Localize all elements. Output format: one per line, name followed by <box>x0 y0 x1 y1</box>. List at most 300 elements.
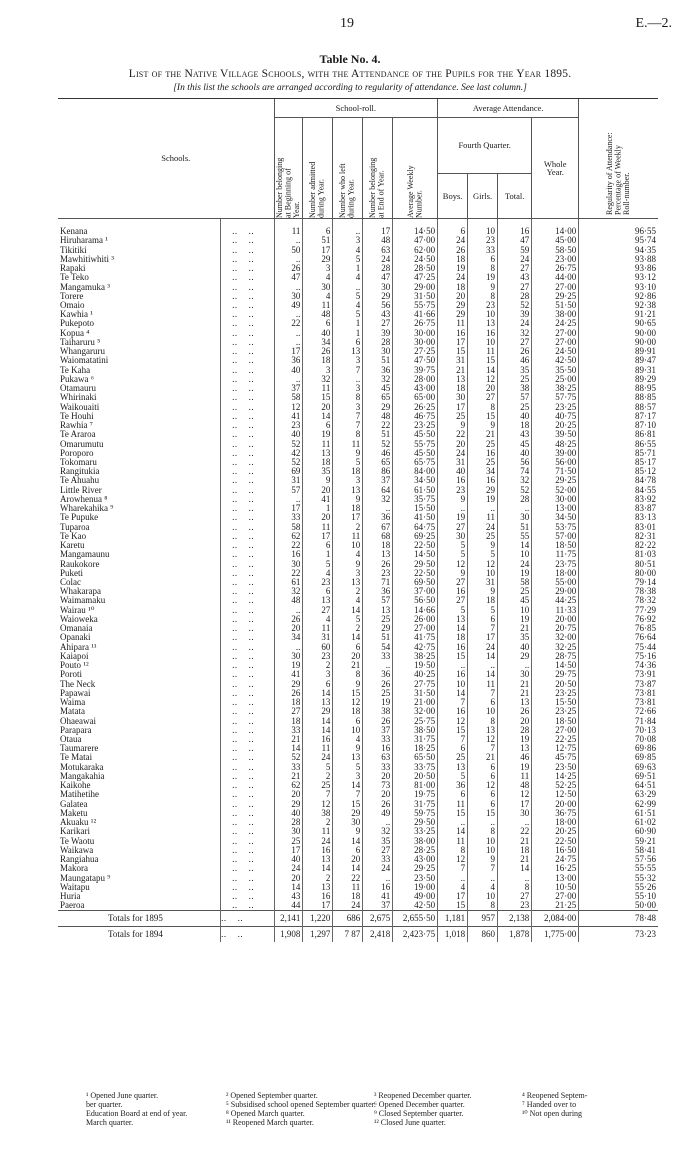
cell-value: 8 <box>333 430 363 439</box>
cell-value: 1 <box>333 319 363 328</box>
cell-value: 24 <box>438 236 468 245</box>
cell-value: 65 <box>363 458 393 467</box>
cell-value: 11 <box>303 827 333 836</box>
cell-value: 59·75 <box>393 809 438 818</box>
school-name: Pukepoto <box>60 318 95 329</box>
cell-value: .. <box>333 375 363 384</box>
cell-value: 24·50 <box>393 255 438 264</box>
cell-value: 1 <box>303 504 333 513</box>
cell-value: 11 <box>303 624 333 633</box>
cell-value: 21 <box>333 661 363 670</box>
cell-value: 69·85 <box>579 753 658 762</box>
cell-value: 18 <box>468 596 498 605</box>
cell-value: 16 <box>363 744 393 753</box>
cell-value: 27 <box>498 892 532 901</box>
cell-value: 18 <box>438 282 468 291</box>
cell-value: 30 <box>333 818 363 827</box>
leader-dots: .. .. <box>221 245 274 254</box>
cell-value: 12 <box>498 790 532 799</box>
leader-dots: .. .. <box>221 513 274 522</box>
school-name: Hiruharama ¹ <box>60 235 108 246</box>
cell-value: 20·00 <box>532 615 579 624</box>
leader-dots: .. .. <box>221 319 274 328</box>
cell-value: 32 <box>498 329 532 338</box>
header-col-weekly: Average Weekly Number. <box>393 118 438 219</box>
cell-value: 13·00 <box>532 504 579 513</box>
cell-value: 7 <box>438 735 468 744</box>
cell-value: 93·88 <box>579 255 658 264</box>
cell-value: 5 <box>303 559 333 568</box>
cell-value: 60·90 <box>579 827 658 836</box>
leader-dots: .. .. <box>221 282 274 291</box>
cell-value: 10 <box>468 227 498 236</box>
cell-value: 18·00 <box>532 818 579 827</box>
cell-value: 22 <box>363 421 393 430</box>
cell-value: .. <box>438 818 468 827</box>
cell-value: 68 <box>363 532 393 541</box>
cell-value: 11 <box>333 439 363 448</box>
cell-value: 47 <box>498 236 532 245</box>
cell-value: 94·35 <box>579 245 658 254</box>
cell-value: 25 <box>498 587 532 596</box>
leader-dots: .. .. <box>221 356 274 365</box>
leader-dots: .. .. <box>221 624 274 633</box>
cell-value: 5 <box>438 550 468 559</box>
cell-value: 12 <box>333 698 363 707</box>
leader-dots: .. .. <box>221 873 274 882</box>
cell-value: 6 <box>303 319 333 328</box>
leader-dots: .. .. <box>221 744 274 753</box>
cell-value: 13 <box>333 753 363 762</box>
cell-value: 20·25 <box>532 421 579 430</box>
cell-value: 4 <box>333 596 363 605</box>
cell-value: 51 <box>363 356 393 365</box>
leader-dots: .. .. <box>221 421 274 430</box>
cell-value: 29·00 <box>532 587 579 596</box>
cell-value: 23·25 <box>393 421 438 430</box>
cell-value: 30 <box>438 532 468 541</box>
leader-dots: .. .. <box>221 273 274 282</box>
school-name: Waitapu <box>60 881 90 892</box>
cell-value: 14 <box>333 836 363 845</box>
cell-value: 21 <box>498 855 532 864</box>
cell-value: 11 <box>303 384 333 393</box>
cell-value: 27 <box>274 707 303 716</box>
cell-value: 27 <box>438 578 468 587</box>
school-name: Omarumutu <box>60 438 104 449</box>
cell-value: 5 <box>333 292 363 301</box>
cell-value: 26 <box>363 716 393 725</box>
total-value: 78·48 <box>579 911 658 927</box>
cell-value: 11 <box>274 227 303 236</box>
cell-value: 9 <box>468 282 498 291</box>
header-school-roll: School-roll. <box>274 99 438 118</box>
cell-value: 7 <box>468 864 498 873</box>
cell-value: 52 <box>498 301 532 310</box>
cell-value: .. <box>468 661 498 670</box>
cell-value: 63·29 <box>579 790 658 799</box>
cell-value: 13 <box>498 744 532 753</box>
header-average-attendance: Average Attendance. <box>438 99 579 118</box>
cell-value: 8 <box>498 883 532 892</box>
page-number: 19 <box>340 16 354 31</box>
cell-value: 53·75 <box>532 523 579 532</box>
cell-value: 60 <box>303 643 333 652</box>
cell-value: 28 <box>363 264 393 273</box>
leader-dots: .. .. <box>221 726 274 735</box>
cell-value: 35·50 <box>532 366 579 375</box>
leader-dots: .. .. <box>221 449 274 458</box>
cell-value: 9 <box>438 495 468 504</box>
cell-value: 61·02 <box>579 818 658 827</box>
cell-value: 16 <box>438 643 468 652</box>
cell-value: 31 <box>303 633 333 642</box>
cell-value: 25 <box>498 402 532 411</box>
leader-dots: .. .. <box>221 911 274 927</box>
cell-value: 19 <box>438 264 468 273</box>
cell-value: 36 <box>363 587 393 596</box>
cell-value: 4 <box>303 615 333 624</box>
cell-value: 20·00 <box>532 800 579 809</box>
cell-value: 13 <box>438 763 468 772</box>
cell-value: 33 <box>363 763 393 772</box>
cell-value: 89·29 <box>579 375 658 384</box>
cell-value: 2 <box>333 523 363 532</box>
cell-value: 88·57 <box>579 402 658 411</box>
cell-value: 41 <box>363 892 393 901</box>
cell-value: 32 <box>363 827 393 836</box>
cell-value: 16 <box>303 735 333 744</box>
school-name: Poroporo <box>60 447 94 458</box>
cell-value: 18 <box>274 698 303 707</box>
cell-value: 29 <box>438 310 468 319</box>
cell-value: 33 <box>274 513 303 522</box>
cell-value: .. <box>333 227 363 236</box>
cell-value: 15·50 <box>393 504 438 513</box>
cell-value: 41·75 <box>393 633 438 642</box>
cell-value: 69·86 <box>579 744 658 753</box>
cell-value: 22·50 <box>393 569 438 578</box>
cell-value: 56 <box>363 301 393 310</box>
school-name: Papawai <box>60 687 91 698</box>
cell-value: 13 <box>333 347 363 356</box>
cell-value: 16 <box>498 227 532 236</box>
school-name: Poroti <box>60 669 83 680</box>
leader-dots: .. .. <box>221 652 274 661</box>
cell-value: 73 <box>363 781 393 790</box>
cell-value: 26 <box>363 559 393 568</box>
cell-value: 13 <box>468 319 498 328</box>
cell-value: 11 <box>303 523 333 532</box>
cell-value: 75·16 <box>579 652 658 661</box>
leader-dots: .. .. <box>221 781 274 790</box>
cell-value: 20 <box>363 772 393 781</box>
cell-value: 17 <box>468 633 498 642</box>
cell-value: 18 <box>303 458 333 467</box>
cell-value: 11 <box>498 772 532 781</box>
cell-value: 17 <box>438 402 468 411</box>
total-value: 73·23 <box>579 927 658 943</box>
cell-value: 45·50 <box>393 430 438 439</box>
total-value: 1,878 <box>498 927 532 943</box>
cell-value: 4 <box>303 273 333 282</box>
leader-dots: .. .. <box>221 735 274 744</box>
school-name: Paeroa <box>60 900 85 911</box>
cell-value: 43·00 <box>393 384 438 393</box>
cell-value: 24 <box>303 753 333 762</box>
cell-value: 13 <box>333 578 363 587</box>
cell-value: 20 <box>303 486 333 495</box>
school-name: Huria <box>60 890 81 901</box>
school-name: Waioweka <box>60 613 98 624</box>
cell-value: 15 <box>438 901 468 911</box>
total-value: 2,084·00 <box>532 911 579 927</box>
cell-value: 29 <box>363 624 393 633</box>
header-girls: Girls. <box>468 173 498 218</box>
cell-value: 18·00 <box>532 569 579 578</box>
cell-value: 67 <box>363 523 393 532</box>
cell-value: 30 <box>498 513 532 522</box>
total-value: 2,418 <box>363 927 393 943</box>
cell-value: 21 <box>468 430 498 439</box>
leader-dots: .. .. <box>221 255 274 264</box>
cell-value: 16·25 <box>532 864 579 873</box>
school-name: Matihetihe <box>60 789 99 800</box>
cell-value: 13 <box>363 606 393 615</box>
cell-value: 1 <box>303 550 333 559</box>
cell-value: 12·75 <box>532 744 579 753</box>
cell-value: 33 <box>363 855 393 864</box>
cell-value: 36 <box>363 366 393 375</box>
cell-value: 19 <box>438 513 468 522</box>
cell-value: 57·56 <box>579 855 658 864</box>
cell-value: 25 <box>468 439 498 448</box>
cell-value: 20 <box>274 790 303 799</box>
cell-value: 21 <box>438 366 468 375</box>
cell-value: 5 <box>333 458 363 467</box>
cell-value: 14 <box>333 864 363 873</box>
cell-value: 24 <box>498 319 532 328</box>
cell-value: 12 <box>438 559 468 568</box>
cell-value: 26 <box>274 615 303 624</box>
cell-value: 8 <box>468 264 498 273</box>
cell-value: 20 <box>468 384 498 393</box>
cell-value: 4 <box>468 883 498 892</box>
cell-value: 11 <box>303 439 333 448</box>
cell-value: 11 <box>303 744 333 753</box>
school-name: Waimamaku <box>60 595 106 606</box>
cell-value: 25 <box>498 375 532 384</box>
cell-value: 11 <box>333 883 363 892</box>
cell-value: 14 <box>498 541 532 550</box>
cell-value: 18 <box>363 541 393 550</box>
cell-value: 47·00 <box>393 236 438 245</box>
cell-value: 6 <box>303 679 333 688</box>
cell-value: 14·66 <box>393 606 438 615</box>
cell-value: 47 <box>363 273 393 282</box>
cell-value: 23 <box>274 421 303 430</box>
leader-dots: .. .. <box>221 772 274 781</box>
cell-value: 18 <box>438 384 468 393</box>
header-col-left: Number who left during Year. <box>333 118 363 219</box>
total-value: 1,220 <box>303 911 333 927</box>
cell-value: 83·92 <box>579 495 658 504</box>
cell-value: 9 <box>333 744 363 753</box>
school-name: Colac <box>60 577 81 588</box>
cell-value: 15 <box>303 393 333 402</box>
cell-value: 73·81 <box>579 698 658 707</box>
cell-value: 38 <box>303 809 333 818</box>
cell-value: 71 <box>363 578 393 587</box>
cell-value: 16 <box>438 670 468 679</box>
cell-value: 17 <box>363 227 393 236</box>
school-name: Raukokore <box>60 558 100 569</box>
school-name: Tikitiki <box>60 244 87 255</box>
total-value: 1,297 <box>303 927 333 943</box>
cell-value: 16 <box>468 449 498 458</box>
cell-value: 85·71 <box>579 449 658 458</box>
cell-value: 59·21 <box>579 836 658 845</box>
leader-dots: .. .. <box>221 569 274 578</box>
cell-value: 26 <box>363 679 393 688</box>
cell-value: 31 <box>468 578 498 587</box>
leader-dots: .. .. <box>221 430 274 439</box>
cell-value: 20 <box>438 439 468 448</box>
cell-value: 31 <box>438 356 468 365</box>
cell-value: 27 <box>438 523 468 532</box>
cell-value: 84·55 <box>579 486 658 495</box>
school-name: Pukawa ⁶ <box>60 373 94 384</box>
cell-value: 21 <box>274 735 303 744</box>
cell-value: 25·75 <box>393 716 438 725</box>
footnote-text: ⁶ Opened December quarter. <box>374 1100 465 1109</box>
cell-value: 20·50 <box>532 679 579 688</box>
total-value: 2,655·50 <box>393 911 438 927</box>
cell-value: .. <box>468 873 498 882</box>
cell-value: 73·81 <box>579 689 658 698</box>
cell-value: 19 <box>498 615 532 624</box>
cell-value: 43 <box>274 892 303 901</box>
school-name: Rangiahua <box>60 854 99 865</box>
cell-value: 17 <box>274 504 303 513</box>
cell-value: 23 <box>498 901 532 911</box>
cell-value: 10 <box>333 726 363 735</box>
cell-value: 1 <box>333 264 363 273</box>
cell-value: 13 <box>468 726 498 735</box>
school-name: Omanaia <box>60 623 93 634</box>
cell-value: 92·38 <box>579 301 658 310</box>
cell-value: 32 <box>363 375 393 384</box>
cell-value: 6 <box>468 800 498 809</box>
header-col-end: Number belonging at End of Year. <box>363 118 393 219</box>
cell-value: 36 <box>438 781 468 790</box>
cell-value: 65·50 <box>393 753 438 762</box>
cell-value: 24 <box>438 273 468 282</box>
footnote-text: ⁷ Handed over to <box>522 1100 577 1109</box>
cell-value: 23·50 <box>393 873 438 882</box>
cell-value: 15 <box>468 412 498 421</box>
cell-value: 48 <box>363 236 393 245</box>
cell-value: 6 <box>333 643 363 652</box>
cell-value: 29 <box>438 301 468 310</box>
cell-value: 10 <box>468 338 498 347</box>
cell-value: 82·31 <box>579 532 658 541</box>
school-name: Waikawa <box>60 844 94 855</box>
footnote-text: ¹² Closed June quarter. <box>374 1118 446 1127</box>
cell-value: .. <box>468 818 498 827</box>
cell-value: 4 <box>333 245 363 254</box>
cell-value: 40 <box>274 855 303 864</box>
cell-value: 30 <box>363 282 393 291</box>
cell-value: 12 <box>303 800 333 809</box>
leader-dots: .. .. <box>221 476 274 485</box>
leader-dots: .. .. <box>221 384 274 393</box>
cell-value: 19 <box>363 698 393 707</box>
cell-value: 6 <box>468 255 498 264</box>
cell-value: 40 <box>438 467 468 476</box>
cell-value: 85·12 <box>579 467 658 476</box>
table-note: [In this list the schools are arranged according to regularity of attendance. See last column.] <box>173 83 527 93</box>
cell-value: 23 <box>363 569 393 578</box>
cell-value: 81·03 <box>579 550 658 559</box>
cell-value: .. <box>274 338 303 347</box>
footnote-line <box>86 1109 676 1118</box>
cell-value: 33 <box>468 245 498 254</box>
cell-value: 84·00 <box>393 467 438 476</box>
cell-value: 35 <box>498 366 532 375</box>
cell-value: 49 <box>274 301 303 310</box>
school-name: Otaua <box>60 734 82 744</box>
cell-value: 14 <box>468 652 498 661</box>
cell-value: 39·50 <box>532 430 579 439</box>
cell-value: 3 <box>333 476 363 485</box>
cell-value: 31 <box>438 458 468 467</box>
school-name: Arowhenua ⁸ <box>60 493 108 504</box>
total-value: 2,675 <box>363 911 393 927</box>
cell-value: 4 <box>438 883 468 892</box>
total-value: 1,908 <box>274 927 303 943</box>
cell-value: 17 <box>438 892 468 901</box>
cell-value: 42 <box>274 449 303 458</box>
cell-value: 27 <box>363 319 393 328</box>
cell-value: 16·50 <box>532 846 579 855</box>
total-value: 686 <box>333 911 363 927</box>
cell-value: 25 <box>438 753 468 762</box>
schools-attendance-table <box>58 98 658 942</box>
leader-dots: .. .. <box>221 827 274 836</box>
cell-value: 30·00 <box>532 495 579 504</box>
cell-value: 24 <box>438 449 468 458</box>
cell-value: 4 <box>333 735 363 744</box>
header-regularity: Regularity of Attendance: Percentage of Weekly Roll-number. <box>579 99 658 219</box>
cell-value: 6 <box>438 227 468 236</box>
footnote-text: March quarter. <box>86 1118 134 1127</box>
cell-value: 30 <box>363 347 393 356</box>
cell-value: 9 <box>333 679 363 688</box>
cell-value: 29·75 <box>532 670 579 679</box>
cell-value: 12 <box>438 855 468 864</box>
cell-value: 6 <box>468 772 498 781</box>
cell-value: 48 <box>363 412 393 421</box>
leader-dots: .. .. <box>221 587 274 596</box>
school-name: Rapaki <box>60 263 86 274</box>
leader-dots: .. .. <box>221 643 274 652</box>
cell-value: 13 <box>303 449 333 458</box>
cell-value: 91·21 <box>579 310 658 319</box>
school-name: Te Kao <box>60 530 87 541</box>
leader-dots: .. .. <box>221 809 274 818</box>
cell-value: 15 <box>438 726 468 735</box>
